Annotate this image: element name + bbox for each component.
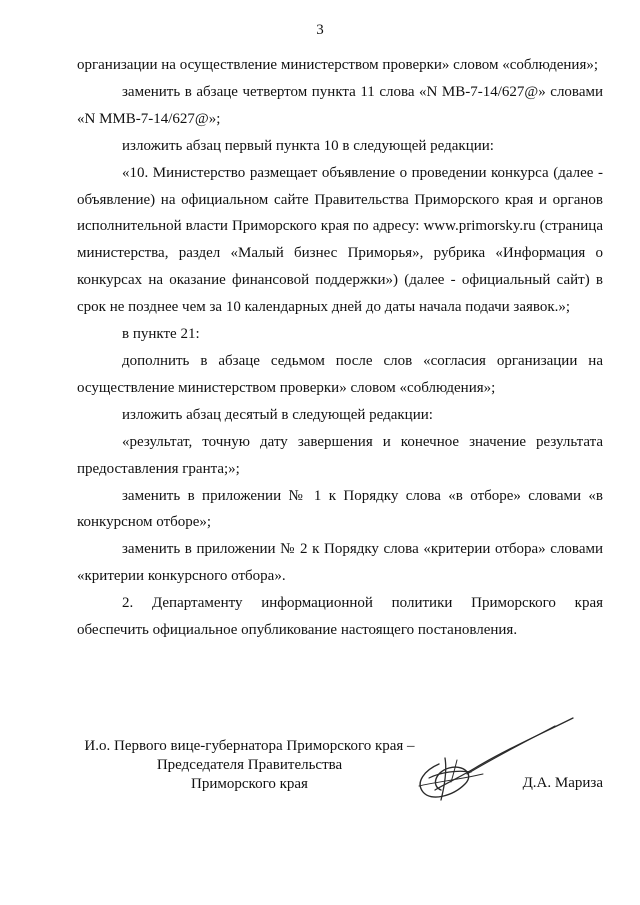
paragraph: дополнить в абзаце седьмом после слов «согласия организации на осуществление министерством проверки» словом «соблюдения»; [77,352,603,396]
paragraph: заменить в абзаце четвертом пункта 11 слова «N МВ-7-14/627@» словами «N ММВ-7-14/627@»; [77,83,603,127]
signatory-position-line: И.о. Первого вице-губернатора Приморского края – [84,738,415,754]
paragraph: изложить абзац десятый в следующей редакции: [122,406,433,423]
handwritten-signature [405,712,580,804]
paragraph: изложить абзац первый пункта 10 в следующей редакции: [122,137,494,154]
paragraph: заменить в приложении № 1 к Порядку слова «в отборе» словами «в конкурсном отборе»; [77,487,603,531]
paragraph: «10. Министерство размещает объявление о проведении конкурса (далее - объявление) на официальном сайте Правительства Приморского края и органов исполнительной власти Приморского края по адресу: www.primorsky.ru (страница министерства, раздел «Малый бизнес Приморья», рубрика «Информация о конкурсах на оказание финансовой поддержки») (далее - официальный сайт) в срок не позднее чем за 10 календарных дней до даты начала подачи заявок.»; [77,164,603,316]
paragraph: в пункте 21: [122,326,200,343]
signatory-position-line: Приморского края [191,776,308,792]
paragraph: организации на осуществление министерством проверки» словом «соблюдения»; [77,57,599,73]
document-body [77,52,603,644]
paragraph: 2. Департаменту информационной политики Приморского края обеспечить официальное опубликование настоящего постановления. [77,595,603,639]
signatory-position [77,737,422,794]
page-number: 3 [316,22,324,38]
signatory-position-line: Председателя Правительства [156,757,343,773]
signatory-name: Д.А. Мариза [522,775,603,791]
paragraph: заменить в приложении № 2 к Порядку слова «критерии отбора» словами «критерии конкурсного отбора». [77,541,603,585]
paragraph: «результат, точную дату завершения и конечное значение результата предоставления гранта;»; [77,433,603,477]
